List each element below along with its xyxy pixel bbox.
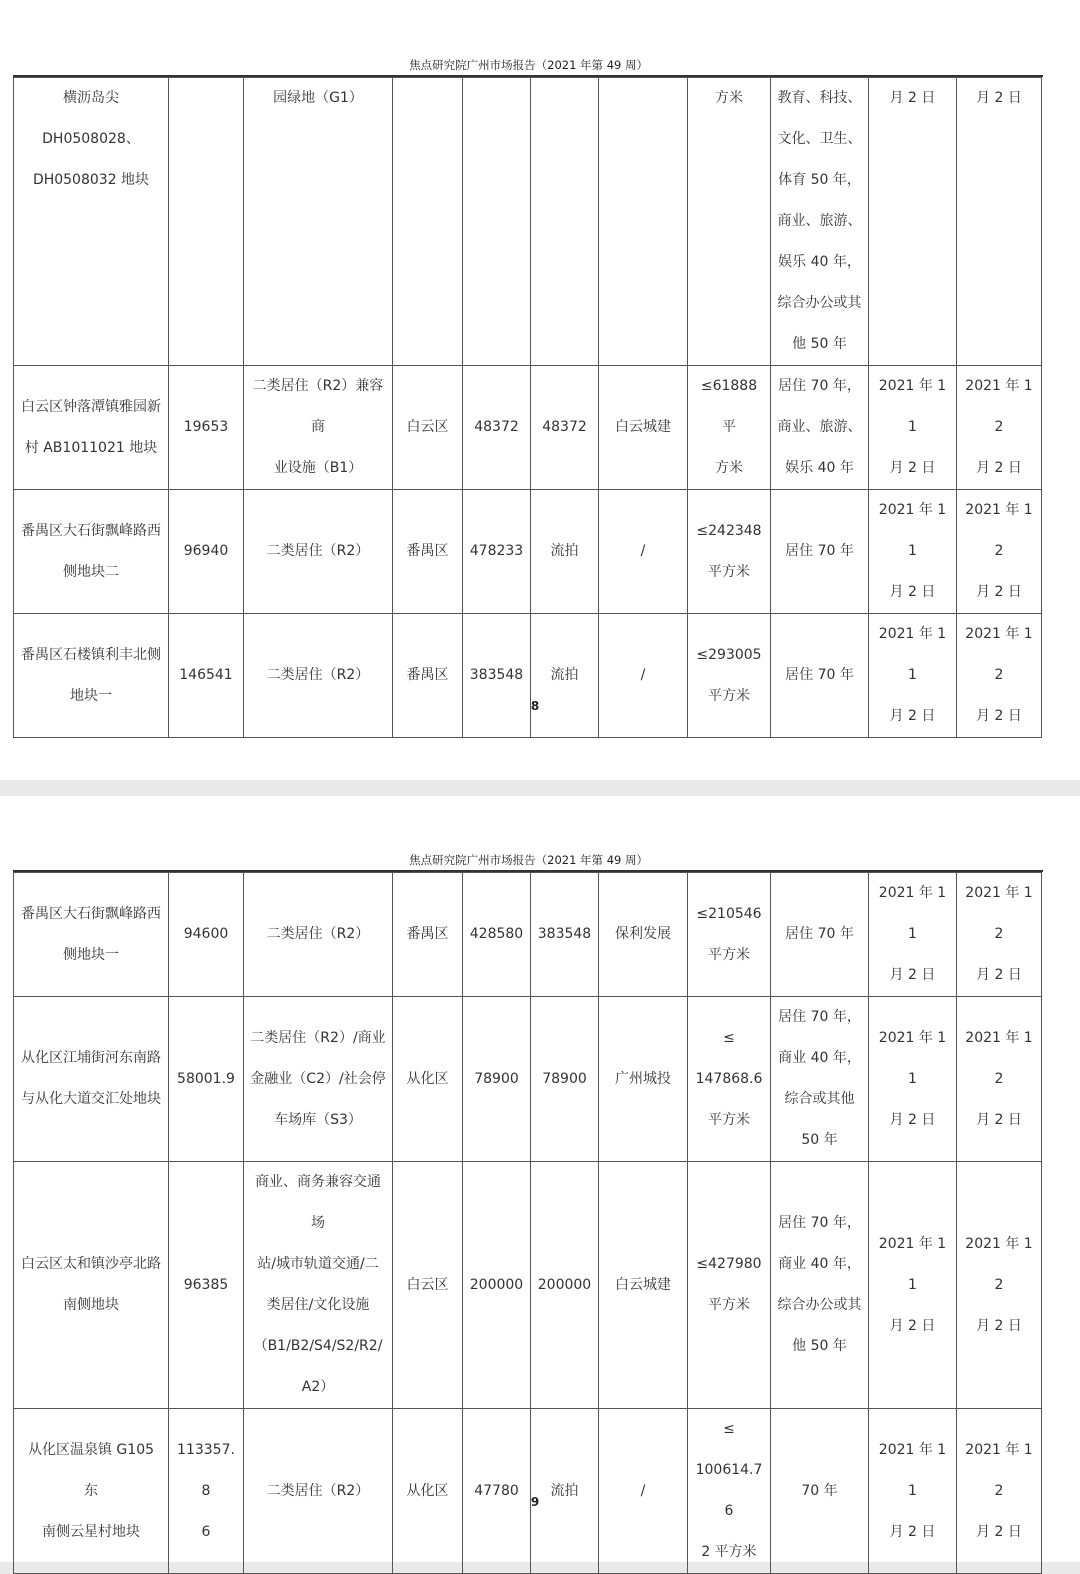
cell-end-date: 2021 年 12 月 2 日	[957, 614, 1042, 738]
cell-district: 从化区	[393, 997, 463, 1162]
table-row	[14, 997, 1042, 1162]
cell-final-price: 流拍	[531, 490, 599, 614]
cell-gfa: ≤293005 平方米	[688, 614, 771, 738]
cell-start-price: 78900	[463, 997, 531, 1162]
table-row	[14, 490, 1042, 614]
cell-land-name: 白云区太和镇沙亭北路 南侧地块	[14, 1162, 169, 1409]
cell-district: 从化区	[393, 1409, 463, 1574]
page-number: 8	[530, 699, 540, 713]
cell-winner: 白云城建	[599, 366, 688, 490]
cell-winner: 广州城投	[599, 997, 688, 1162]
cell-end-date: 月 2 日	[957, 78, 1042, 366]
table-row	[14, 1409, 1042, 1574]
cell-final-price: 200000	[531, 1162, 599, 1409]
table-row	[14, 1162, 1042, 1409]
cell-area	[169, 78, 244, 366]
cell-gfa: 方米	[688, 78, 771, 366]
cell-land-name: 从化区江埔街河东南路 与从化大道交汇处地块	[14, 997, 169, 1162]
cell-winner	[599, 78, 688, 366]
table-row	[14, 873, 1042, 997]
cell-start-date: 2021 年 11 月 2 日	[869, 1409, 957, 1574]
cell-area: 146541	[169, 614, 244, 738]
cell-land-use: 二类居住（R2）	[244, 490, 393, 614]
cell-term: 教育、科技、 文化、卫生、 体育 50 年， 商业、旅游、 娱乐 40 年， 综合办公或其 他 50 年	[771, 78, 869, 366]
cell-end-date: 2021 年 12 月 2 日	[957, 1162, 1042, 1409]
cell-end-date: 2021 年 12 月 2 日	[957, 1409, 1042, 1574]
cell-district: 番禺区	[393, 614, 463, 738]
cell-district: 白云区	[393, 366, 463, 490]
cell-start-date: 2021 年 11 月 2 日	[869, 366, 957, 490]
cell-gfa: ≤210546 平方米	[688, 873, 771, 997]
cell-area: 94600	[169, 873, 244, 997]
cell-land-use: 二类居住（R2）	[244, 1409, 393, 1574]
cell-term: 居住 70 年， 商业 40 年， 综合或其他 50 年	[771, 997, 869, 1162]
cell-land-use: 园绿地（G1）	[244, 78, 393, 366]
cell-end-date: 2021 年 12 月 2 日	[957, 490, 1042, 614]
cell-end-date: 2021 年 12 月 2 日	[957, 366, 1042, 490]
cell-winner: 白云城建	[599, 1162, 688, 1409]
cell-end-date: 2021 年 12 月 2 日	[957, 997, 1042, 1162]
cell-start-price: 47780	[463, 1409, 531, 1574]
table-row	[14, 78, 1042, 366]
cell-term: 居住 70 年	[771, 614, 869, 738]
report-page-9	[0, 796, 1080, 1562]
cell-start-date: 2021 年 11 月 2 日	[869, 490, 957, 614]
cell-start-date: 2021 年 11 月 2 日	[869, 614, 957, 738]
cell-term: 居住 70 年	[771, 873, 869, 997]
cell-land-use: 商业、商务兼容交通场 站/城市轨道交通/二 类居住/文化设施 （B1/B2/S4/S2/R2/ A2）	[244, 1162, 393, 1409]
cell-land-name: 番禺区大石街飘峰路西 侧地块一	[14, 873, 169, 997]
cell-start-price: 428580	[463, 873, 531, 997]
cell-land-name: 横沥岛尖 DH0508028、 DH0508032 地块	[14, 78, 169, 366]
table-row	[14, 366, 1042, 490]
land-table	[13, 77, 1042, 738]
cell-winner: /	[599, 490, 688, 614]
cell-area: 19653	[169, 366, 244, 490]
cell-district	[393, 78, 463, 366]
cell-land-use: 二类居住（R2）兼容商 业设施（B1）	[244, 366, 393, 490]
cell-final-price	[531, 78, 599, 366]
page-header: 焦点研究院广州市场报告（2021 年第 49 周）	[409, 853, 648, 867]
cell-term: 居住 70 年， 商业、旅游、 娱乐 40 年	[771, 366, 869, 490]
cell-land-name: 番禺区石楼镇利丰北侧 地块一	[14, 614, 169, 738]
cell-term: 居住 70 年	[771, 490, 869, 614]
cell-district: 白云区	[393, 1162, 463, 1409]
land-table	[13, 872, 1042, 1574]
cell-land-use: 二类居住（R2）/商业 金融业（C2）/社会停 车场库（S3）	[244, 997, 393, 1162]
cell-start-date: 月 2 日	[869, 78, 957, 366]
cell-land-name: 番禺区大石街飘峰路西 侧地块二	[14, 490, 169, 614]
cell-area: 96385	[169, 1162, 244, 1409]
cell-gfa: ≤242348 平方米	[688, 490, 771, 614]
cell-term: 居住 70 年， 商业 40 年， 综合办公或其 他 50 年	[771, 1162, 869, 1409]
cell-final-price: 383548	[531, 873, 599, 997]
cell-winner: 保利发展	[599, 873, 688, 997]
cell-start-date: 2021 年 11 月 2 日	[869, 997, 957, 1162]
page-number: 9	[530, 1495, 540, 1509]
cell-start-price	[463, 78, 531, 366]
cell-gfa: ≤ 100614.76 2 平方米	[688, 1409, 771, 1574]
cell-start-price: 200000	[463, 1162, 531, 1409]
cell-start-date: 2021 年 11 月 2 日	[869, 873, 957, 997]
cell-final-price: 流拍	[531, 1409, 599, 1574]
report-page-8	[0, 0, 1080, 780]
cell-land-use: 二类居住（R2）	[244, 873, 393, 997]
cell-winner: /	[599, 1409, 688, 1574]
cell-land-name: 白云区钟落潭镇雅园新 村 AB1011021 地块	[14, 366, 169, 490]
page-header: 焦点研究院广州市场报告（2021 年第 49 周）	[409, 58, 648, 72]
cell-term: 70 年	[771, 1409, 869, 1574]
cell-area: 96940	[169, 490, 244, 614]
cell-area: 58001.9	[169, 997, 244, 1162]
cell-start-price: 478233	[463, 490, 531, 614]
cell-area: 113357.8 6	[169, 1409, 244, 1574]
cell-final-price: 48372	[531, 366, 599, 490]
cell-start-date: 2021 年 11 月 2 日	[869, 1162, 957, 1409]
cell-district: 番禺区	[393, 873, 463, 997]
cell-winner: /	[599, 614, 688, 738]
cell-gfa: ≤427980 平方米	[688, 1162, 771, 1409]
table-row	[14, 614, 1042, 738]
cell-gfa: ≤ 147868.6 平方米	[688, 997, 771, 1162]
cell-final-price: 流拍	[531, 614, 599, 738]
cell-start-price: 48372	[463, 366, 531, 490]
cell-land-use: 二类居住（R2）	[244, 614, 393, 738]
cell-district: 番禺区	[393, 490, 463, 614]
cell-land-name: 从化区温泉镇 G105 东 南侧云星村地块	[14, 1409, 169, 1574]
cell-end-date: 2021 年 12 月 2 日	[957, 873, 1042, 997]
cell-gfa: ≤61888 平 方米	[688, 366, 771, 490]
cell-final-price: 78900	[531, 997, 599, 1162]
cell-start-price: 383548	[463, 614, 531, 738]
